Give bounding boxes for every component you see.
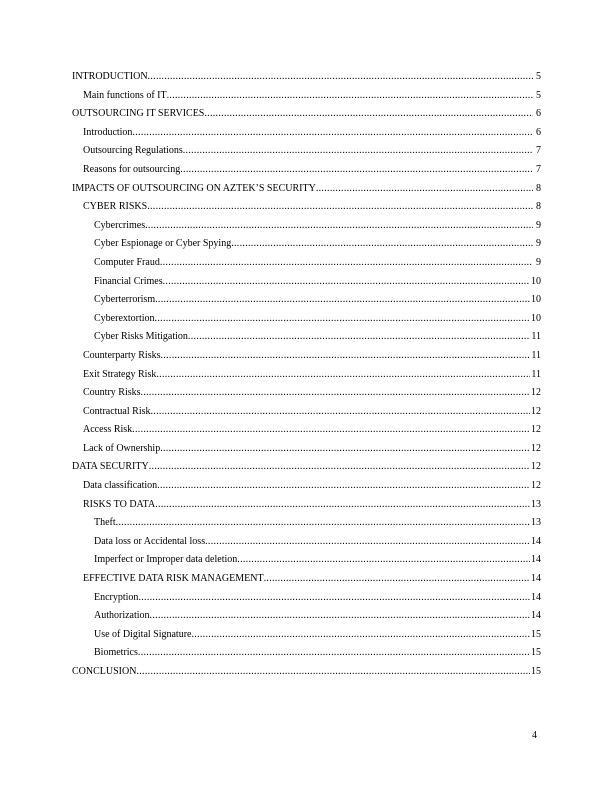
toc-entry-title: Lack of Ownership	[83, 442, 161, 454]
toc-entry[interactable]	[72, 570, 541, 589]
toc-dot-leader	[116, 514, 530, 533]
toc-entry-title: Computer Fraud	[94, 256, 160, 268]
toc-entry[interactable]	[72, 440, 541, 459]
toc-dot-leader	[188, 328, 530, 347]
toc-entry-page-number: 9	[536, 256, 541, 268]
toc-entry[interactable]	[72, 254, 541, 273]
toc-entry-title: Cyber Risks Mitigation	[94, 331, 188, 343]
toc-dot-leader	[145, 217, 533, 236]
toc-entry-title: Cybercrimes	[94, 219, 146, 231]
toc-entry[interactable]	[72, 496, 541, 515]
toc-entry-title: Exit Strategy Risk	[83, 368, 157, 380]
toc-entry-title: Imperfect or Improper data deletion	[94, 554, 238, 566]
toc-entry-title: Data classification	[83, 480, 158, 492]
toc-dot-leader	[141, 384, 530, 403]
toc-dot-leader	[155, 496, 530, 515]
toc-entry-title: Counterparty Risks	[83, 349, 161, 361]
toc-entry-page-number: 12	[531, 442, 541, 454]
toc-entry-title: Cyberextortion	[94, 312, 155, 324]
toc-entry[interactable]	[72, 644, 541, 663]
toc-entry-title: Contractual Risk	[83, 405, 151, 417]
toc-entry[interactable]	[72, 533, 541, 552]
toc-dot-leader	[132, 124, 533, 143]
toc-dot-leader	[191, 626, 530, 645]
toc-entry-page-number: 11	[531, 331, 541, 343]
toc-dot-leader	[148, 68, 533, 87]
toc-entry[interactable]	[72, 589, 541, 608]
toc-dot-leader	[136, 663, 530, 682]
toc-entry-page-number: 8	[536, 201, 541, 213]
toc-entry-page-number: 14	[531, 573, 541, 585]
toc-entry[interactable]	[72, 551, 541, 570]
toc-entry-title: Biometrics	[94, 647, 138, 659]
toc-entry-title: Introduction	[83, 126, 133, 138]
toc-entry-title: INTRODUCTION	[72, 71, 148, 82]
toc-entry[interactable]	[72, 68, 541, 87]
toc-dot-leader	[155, 291, 530, 310]
toc-entry-page-number: 12	[531, 480, 541, 492]
toc-entry-page-number: 14	[531, 591, 541, 603]
page-number: 4	[532, 730, 537, 741]
toc-dot-leader	[132, 421, 530, 440]
toc-dot-leader	[151, 403, 531, 422]
toc-entry[interactable]	[72, 458, 541, 477]
toc-dot-leader	[180, 161, 533, 180]
toc-entry-title: Theft	[94, 517, 116, 529]
toc-dot-leader	[149, 458, 530, 477]
toc-entry[interactable]	[72, 142, 541, 161]
toc-dot-leader	[161, 347, 531, 366]
toc-entry-page-number: 15	[531, 647, 541, 659]
toc-dot-leader	[155, 310, 530, 329]
toc-entry-title: DATA SECURITY	[72, 461, 149, 473]
toc-entry-page-number: 14	[531, 535, 541, 547]
toc-entry-title: Cyberterrorism	[94, 294, 156, 306]
toc-entry-title: Main functions of IT	[83, 89, 167, 101]
toc-entry[interactable]	[72, 626, 541, 645]
toc-entry-page-number: 6	[536, 126, 541, 138]
toc-entry-page-number: 10	[531, 294, 541, 306]
toc-entry-title: Cyber Espionage or Cyber Spying	[94, 238, 232, 250]
toc-entry-title: IMPACTS OF OUTSOURCING ON AZTEK’S SECURITY	[72, 182, 316, 194]
toc-entry[interactable]	[72, 198, 541, 217]
toc-entry-page-number: 11	[531, 368, 541, 380]
toc-entry-title: RISKS TO DATA	[83, 498, 156, 510]
toc-entry-title: EFFECTIVE DATA RISK MANAGEMENT	[83, 573, 264, 585]
toc-entry[interactable]	[72, 161, 541, 180]
toc-entry-title: Country Risks	[83, 387, 141, 399]
toc-entry-page-number: 12	[531, 424, 541, 436]
toc-dot-leader	[138, 589, 530, 608]
toc-entry-title: Encryption	[94, 591, 139, 603]
toc-entry[interactable]	[72, 347, 541, 366]
table-of-contents	[72, 68, 541, 682]
toc-entry-title: Use of Digital Signature	[94, 628, 192, 640]
toc-entry[interactable]	[72, 663, 541, 682]
toc-entry-title: Authorization	[94, 610, 150, 622]
toc-entry-title: Financial Crimes	[94, 275, 163, 287]
toc-entry[interactable]	[72, 273, 541, 292]
toc-entry-page-number: 10	[531, 312, 541, 324]
toc-dot-leader	[237, 551, 530, 570]
toc-entry-page-number: 15	[531, 628, 541, 640]
toc-entry-page-number: 15	[531, 666, 541, 677]
toc-entry[interactable]	[72, 607, 541, 626]
toc-entry-page-number: 5	[536, 71, 541, 82]
toc-entry-page-number: 12	[531, 405, 541, 417]
toc-entry-title: CONCLUSION	[72, 666, 137, 677]
toc-entry-page-number: 5	[536, 89, 541, 101]
toc-dot-leader	[205, 533, 530, 552]
toc-entry[interactable]	[72, 328, 541, 347]
toc-entry[interactable]	[72, 477, 541, 496]
toc-entry[interactable]	[72, 310, 541, 329]
toc-entry-page-number: 6	[536, 108, 541, 120]
toc-entry-page-number: 14	[531, 610, 541, 622]
toc-entry[interactable]	[72, 403, 541, 422]
toc-entry-page-number: 10	[531, 275, 541, 287]
toc-dot-leader	[231, 235, 533, 254]
toc-entry[interactable]	[72, 87, 541, 106]
toc-entry-title: CYBER RISKS	[83, 201, 148, 213]
toc-entry-page-number: 8	[536, 182, 541, 194]
toc-dot-leader	[160, 440, 530, 459]
toc-entry[interactable]	[72, 421, 541, 440]
toc-dot-leader	[156, 366, 530, 385]
toc-dot-leader	[147, 198, 533, 217]
toc-entry-page-number: 11	[531, 349, 541, 361]
toc-entry[interactable]	[72, 124, 541, 143]
toc-entry-page-number: 12	[531, 387, 541, 399]
toc-entry-page-number: 9	[536, 238, 541, 250]
toc-dot-leader	[163, 273, 530, 292]
toc-entry-page-number: 7	[536, 163, 541, 175]
toc-dot-leader	[157, 477, 530, 496]
toc-entry[interactable]	[72, 180, 541, 199]
toc-entry[interactable]	[72, 384, 541, 403]
toc-entry[interactable]	[72, 235, 541, 254]
toc-entry[interactable]	[72, 366, 541, 385]
toc-entry-page-number: 13	[531, 498, 541, 510]
toc-entry-title: Data loss or Accidental loss	[94, 535, 206, 547]
toc-entry-page-number: 13	[531, 517, 541, 529]
toc-entry-title: Access Risk	[83, 424, 133, 436]
toc-dot-leader	[138, 644, 530, 663]
toc-entry-page-number: 9	[536, 219, 541, 231]
toc-entry[interactable]	[72, 514, 541, 533]
toc-dot-leader	[204, 105, 533, 124]
toc-entry-title: Reasons for outsourcing	[83, 163, 181, 175]
toc-dot-leader	[183, 142, 533, 161]
toc-dot-leader	[160, 254, 533, 273]
toc-entry-page-number: 14	[531, 554, 541, 566]
toc-entry-title: Outsourcing Regulations	[83, 145, 183, 157]
toc-dot-leader	[264, 570, 530, 589]
toc-dot-leader	[167, 87, 533, 106]
toc-dot-leader	[150, 607, 530, 626]
toc-entry[interactable]	[72, 217, 541, 236]
toc-entry[interactable]	[72, 105, 541, 124]
toc-entry[interactable]	[72, 291, 541, 310]
toc-dot-leader	[316, 180, 533, 199]
toc-entry-page-number: 7	[536, 145, 541, 157]
toc-entry-title: OUTSOURCING IT SERVICES	[72, 108, 205, 120]
toc-entry-page-number: 12	[531, 461, 541, 473]
